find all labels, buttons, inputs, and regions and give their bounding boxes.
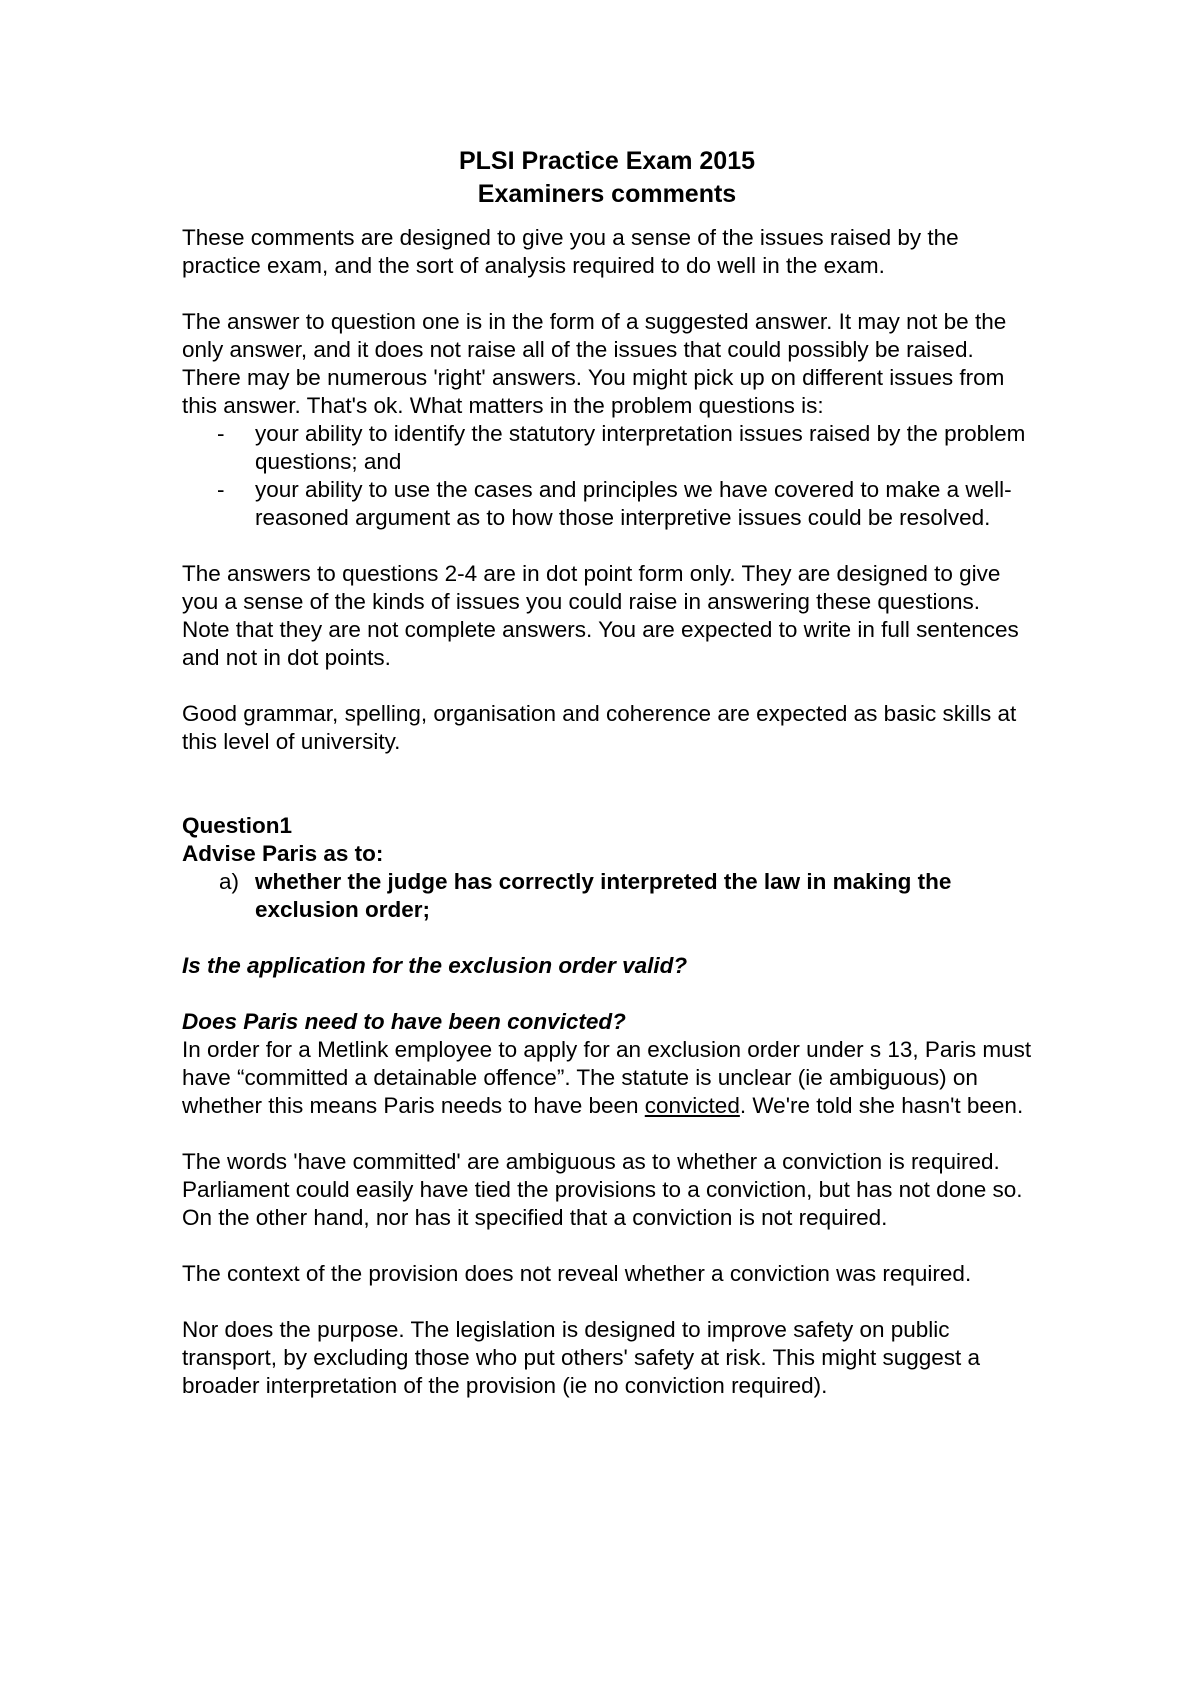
question-heading: Question1 xyxy=(182,813,293,838)
context-paragraph: The context of the provision does not reveal whether a conviction was required. xyxy=(182,1261,972,1286)
grammar-note: Good grammar, spelling, organisation and coherence are expected as basic skills at this level of university. xyxy=(182,701,1017,754)
purpose-paragraph: Nor does the purpose. The legislation is designed to improve safety on public transport, by excluding those who put others' safety at risk. This might suggest a broader interpretation of the provision (ie no conviction required). xyxy=(182,1317,981,1398)
section-spacer xyxy=(182,784,1032,812)
paragraph-text: . We're told she hasn't been. xyxy=(739,1093,1024,1118)
conviction-paragraph xyxy=(182,1036,1032,1120)
list-item-text: your ability to use the cases and principles we have covered to make a well-reasoned argument as to how those interpretive issues could be resolved. xyxy=(255,477,1012,530)
underlined-term: convicted xyxy=(644,1093,740,1118)
ambiguity-paragraph: The words 'have committed' are ambiguous as to whether a conviction is required. Parliament could easily have tied the provisions to a conviction, but has not done so. On the other hand, nor has it specified that a conviction is not required. xyxy=(182,1149,1023,1230)
paragraph-text: In order for a Metlink employee to apply for an exclusion order under s 13, Paris must have “committed a detainable offence”. The statute is unclear (ie ambiguous) on whether this means Paris needs to have been xyxy=(182,1037,1032,1118)
part-text: whether the judge has correctly interpreted the law in making the exclusion order; xyxy=(255,869,952,922)
document-body xyxy=(182,145,1032,1428)
document-title: PLSI Practice Exam 2015 xyxy=(458,147,756,175)
matters-list xyxy=(182,420,1032,532)
list-item xyxy=(182,476,1032,532)
dash-marker: - xyxy=(217,477,225,502)
dash-marker: - xyxy=(217,421,225,446)
intro-paragraph: These comments are designed to give you a sense of the issues raised by the practice exam, and the sort of analysis required to do well in the exam. xyxy=(182,225,959,278)
title-block xyxy=(182,145,1032,211)
questions-2-4-note: The answers to questions 2-4 are in dot point form only. They are designed to give you a sense of the kinds of issues you could raise in answering these questions. Note that they are not complete answers. You are expected to write in full sentences and not in dot points. xyxy=(182,561,1019,670)
conviction-sub-heading: Does Paris need to have been convicted? xyxy=(182,1009,626,1034)
list-item-text: your ability to identify the statutory interpretation issues raised by the problem questions; and xyxy=(255,421,1026,474)
question-one-note: The answer to question one is in the form of a suggested answer. It may not be the only answer, and it does not raise all of the issues that could possibly be raised. There may be numerous 'right' answers. You might pick up on different issues from this answer. That's ok. What matters in the problem questions is: xyxy=(182,309,1007,418)
question-one-section xyxy=(182,812,1032,1400)
question-part-a xyxy=(182,868,1032,924)
part-marker: a) xyxy=(219,869,240,894)
list-item xyxy=(182,420,1032,476)
advise-heading: Advise Paris as to: xyxy=(182,841,384,866)
issue-heading: Is the application for the exclusion order valid? xyxy=(182,953,688,978)
document-subtitle: Examiners comments xyxy=(477,180,737,208)
